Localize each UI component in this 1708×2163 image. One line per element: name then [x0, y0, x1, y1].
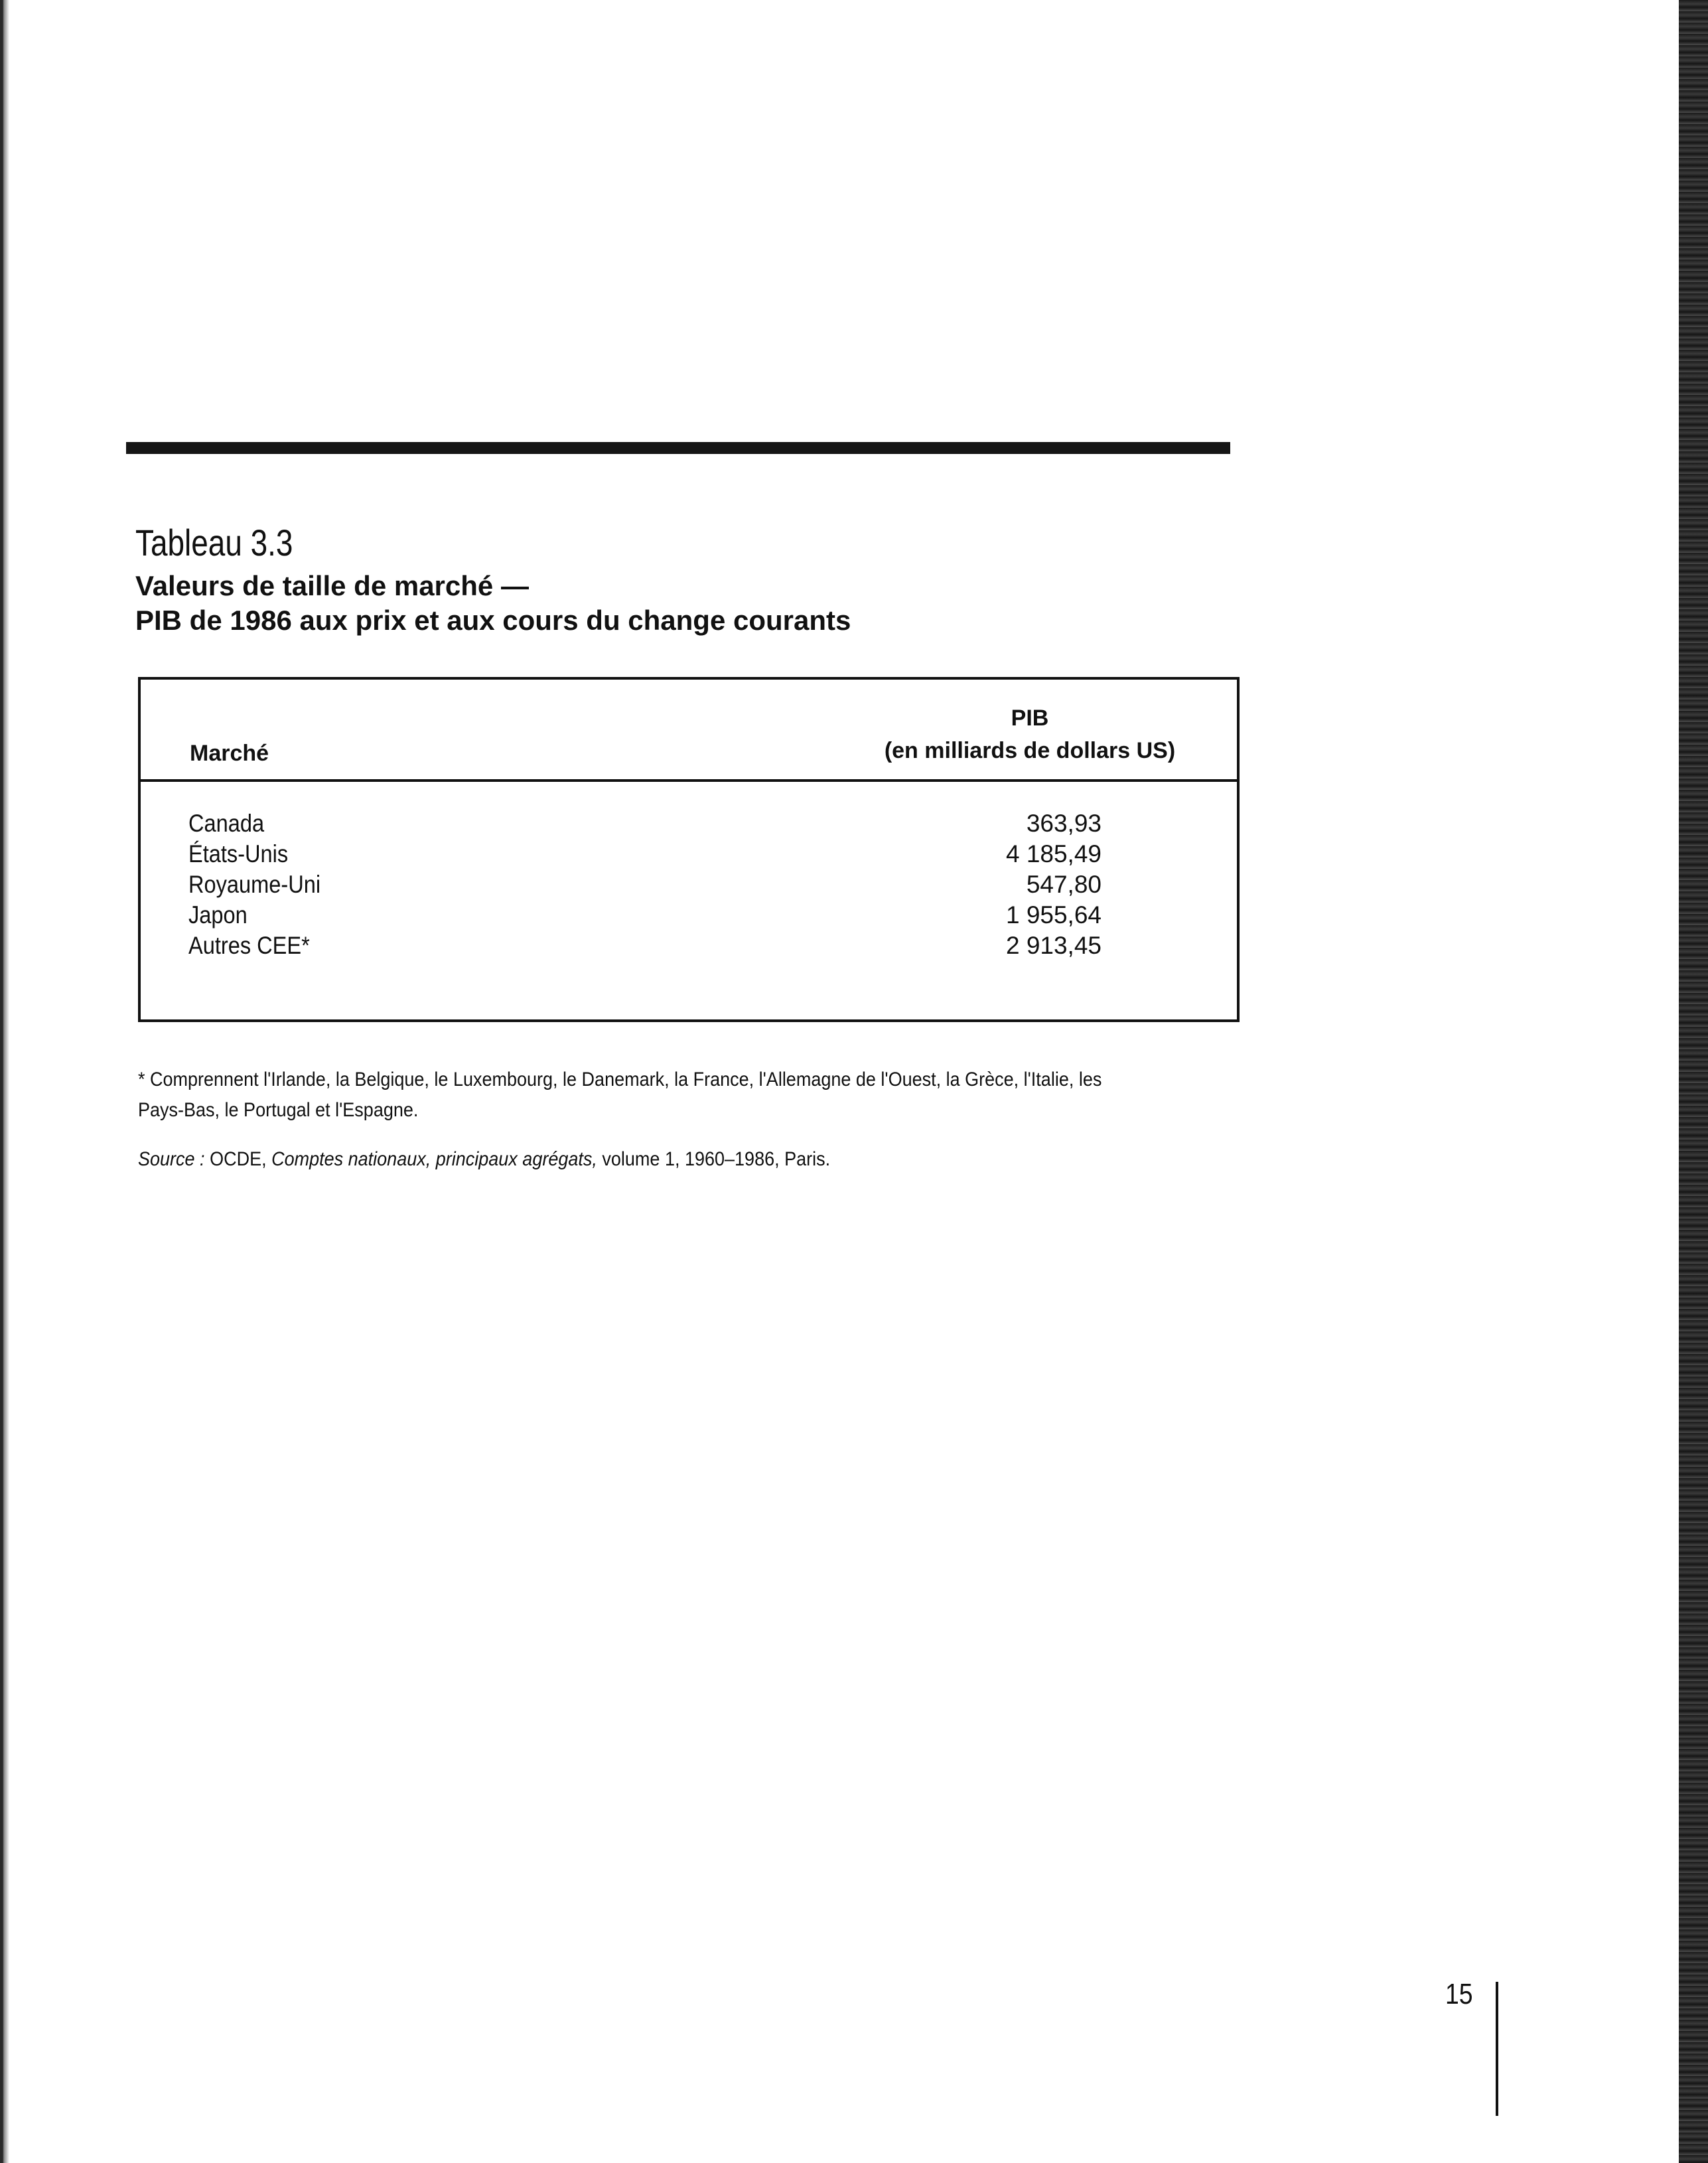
- table-row: [141, 810, 1237, 840]
- gdp-cell: 363,93: [1026, 810, 1102, 837]
- market-cell: Autres CEE*: [188, 932, 310, 959]
- table-subtitle-line2: PIB de 1986 aux prix et aux cours du change courants: [135, 605, 851, 636]
- column-header-gdp-line1: PIB: [1011, 706, 1049, 731]
- market-cell: Canada: [188, 810, 265, 837]
- source-note: [138, 1148, 830, 1171]
- source-org: OCDE,: [210, 1148, 267, 1170]
- table-row: [141, 871, 1237, 901]
- table-body: [141, 810, 1237, 962]
- gdp-cell: 2 913,45: [1005, 932, 1102, 959]
- table-title: Tableau 3.3: [135, 522, 293, 563]
- gdp-cell: 1 955,64: [1005, 901, 1102, 929]
- scan-edge-right: [1679, 0, 1708, 2163]
- gdp-cell: 4 185,49: [1005, 840, 1102, 867]
- table-row: [141, 932, 1237, 962]
- page-number: 15: [1445, 1978, 1473, 2010]
- gdp-cell: 547,80: [1026, 871, 1102, 898]
- scan-edge-left: [0, 0, 9, 2163]
- top-rule: [126, 442, 1230, 454]
- market-cell: Royaume-Uni: [188, 871, 321, 898]
- column-header-market: Marché: [190, 741, 269, 766]
- source-publication: Comptes nationaux, principaux agrégats,: [271, 1148, 597, 1170]
- header-rule: [141, 779, 1237, 782]
- column-header-gdp-line2: (en milliards de dollars US): [884, 738, 1176, 764]
- source-details: volume 1, 1960–1986, Paris.: [602, 1148, 831, 1170]
- gdp-table: [138, 677, 1240, 1022]
- table-row: [141, 840, 1237, 871]
- market-cell: États-Unis: [188, 840, 289, 867]
- table-subtitle-line1: Valeurs de taille de marché —: [135, 570, 529, 601]
- page-number-bar: [1496, 1982, 1498, 2116]
- source-label: Source :: [138, 1148, 205, 1170]
- column-header-gdp: [804, 702, 1255, 768]
- footnote: * Comprennent l'Irlande, la Belgique, le Luxembourg, le Danemark, la France, l'Allemagne de l'Ouest, la Grèce, l'Italie, les Pays-Bas, le Portugal et l'Espagne.: [138, 1069, 1102, 1121]
- market-cell: Japon: [188, 901, 248, 929]
- table-row: [141, 901, 1237, 932]
